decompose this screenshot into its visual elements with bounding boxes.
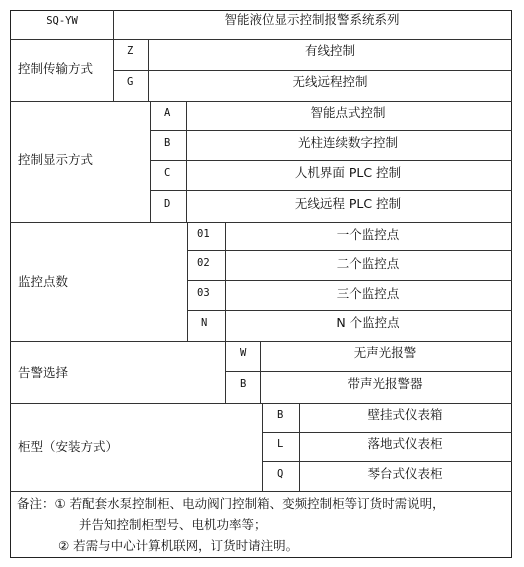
- option-code: Q: [277, 468, 284, 480]
- option-label: 有线控制: [304, 43, 356, 58]
- option-label: 琴台式仪表柜: [367, 466, 443, 481]
- option-code: L: [277, 438, 284, 450]
- section-label-transmission: 控制传输方式: [18, 61, 94, 76]
- option-label: 智能点式控制: [310, 105, 386, 120]
- option-code: Z: [127, 45, 134, 57]
- option-label: 带声光报警器: [347, 376, 423, 391]
- divider: [113, 70, 512, 71]
- option-label: 壁挂式仪表箱: [367, 407, 443, 422]
- divider: [10, 222, 512, 223]
- section-label-alarm: 告警选择: [18, 365, 69, 380]
- divider: [186, 101, 187, 222]
- option-code: 01: [197, 228, 210, 240]
- option-label: 一个监控点: [336, 227, 400, 242]
- option-label: 落地式仪表柜: [367, 436, 443, 451]
- note-line-3: ② 若需与中心计算机联网，订货时请注明。: [58, 538, 299, 553]
- divider: [10, 403, 512, 404]
- divider: [10, 39, 512, 40]
- option-code: A: [164, 107, 171, 119]
- divider: [187, 310, 512, 311]
- divider: [299, 403, 300, 491]
- option-code: W: [240, 347, 247, 359]
- divider: [10, 341, 512, 342]
- option-label: 无线远程控制: [292, 74, 368, 89]
- option-label: N 个监控点: [336, 315, 400, 330]
- section-label-cabinet: 柜型（安装方式）: [18, 439, 119, 454]
- option-label: 二个监控点: [336, 256, 400, 271]
- option-label: 人机界面 PLC 控制: [294, 165, 402, 180]
- divider: [187, 222, 188, 341]
- divider: [260, 341, 261, 403]
- section-label-points: 监控点数: [18, 274, 69, 289]
- section-label-display: 控制显示方式: [18, 152, 94, 167]
- divider: [262, 403, 263, 491]
- divider: [150, 190, 512, 191]
- divider: [150, 101, 151, 222]
- divider: [225, 341, 226, 403]
- header-title: 智能液位显示控制报警系统系列: [224, 12, 400, 27]
- divider: [113, 10, 114, 39]
- option-code: N: [201, 317, 208, 329]
- option-code: G: [127, 76, 134, 88]
- option-code: 03: [197, 287, 210, 299]
- option-label: 光柱连续数字控制: [297, 135, 399, 150]
- option-label: 三个监控点: [336, 286, 400, 301]
- note-line-1: 备注：① 若配套水泵控制柜、电动阀门控制箱、变频控制柜等订货时需说明，: [17, 496, 445, 511]
- option-code: B: [164, 137, 171, 149]
- divider: [187, 280, 512, 281]
- divider: [262, 461, 512, 462]
- option-code: D: [164, 198, 171, 210]
- divider: [10, 491, 512, 492]
- option-code: B: [277, 409, 284, 421]
- option-label: 无线远程 PLC 控制: [294, 196, 402, 211]
- note-line-2: 并告知控制柜型号、电机功率等；: [79, 517, 267, 532]
- option-label: 无声光报警: [353, 345, 417, 360]
- divider: [150, 130, 512, 131]
- header-code: SQ-YW: [46, 15, 78, 27]
- option-code: B: [240, 378, 247, 390]
- divider: [262, 432, 512, 433]
- divider: [150, 160, 512, 161]
- divider: [225, 222, 226, 341]
- divider: [225, 371, 512, 372]
- divider: [187, 250, 512, 251]
- option-code: 02: [197, 257, 210, 269]
- option-code: C: [164, 167, 171, 179]
- divider: [10, 101, 512, 102]
